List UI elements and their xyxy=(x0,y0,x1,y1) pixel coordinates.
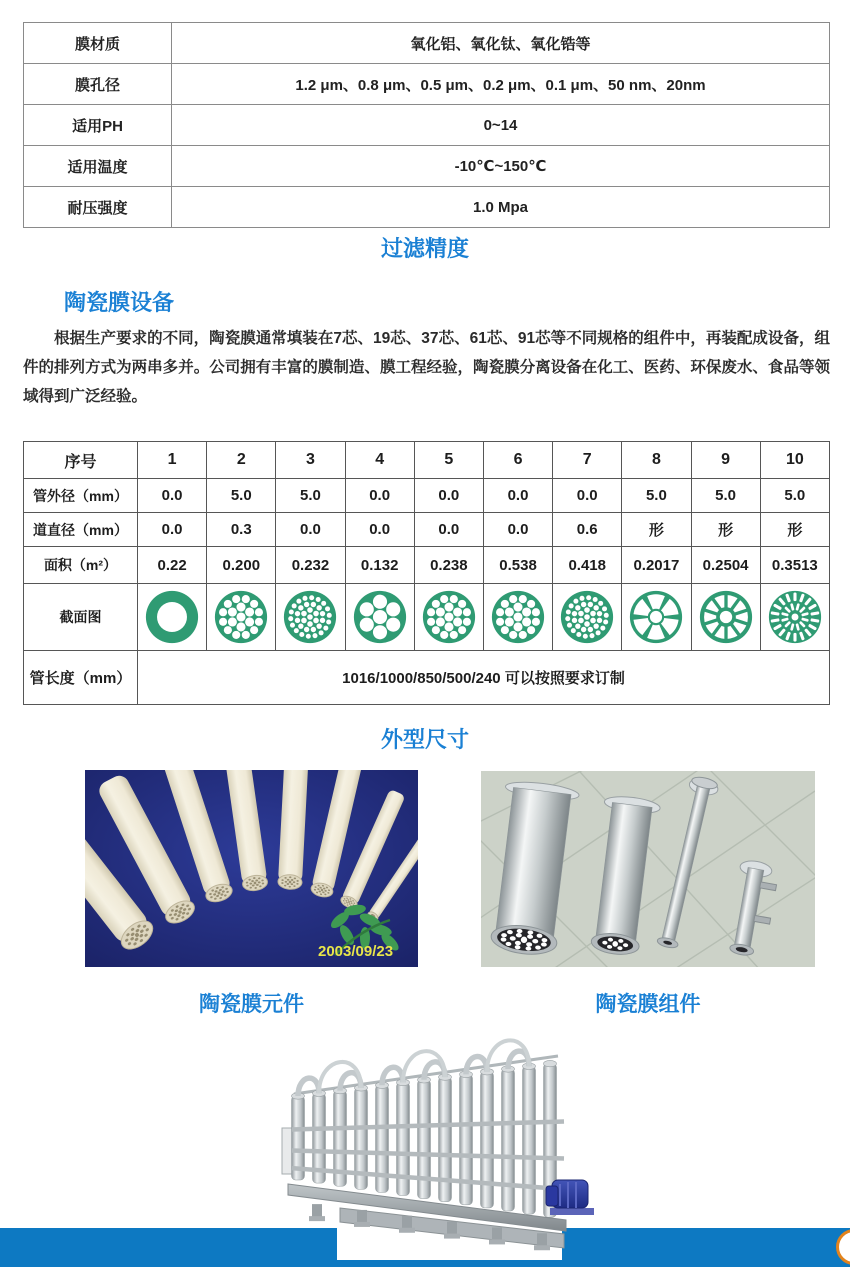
spec-label: 适用PH xyxy=(24,105,172,146)
cell-value: 0.0 xyxy=(138,479,207,513)
cell-value: 5.0 xyxy=(622,479,691,513)
cell-value: 形 xyxy=(760,513,829,547)
table-row xyxy=(24,187,830,228)
cell-value: 形 xyxy=(691,513,760,547)
cell-value: 0.0 xyxy=(276,513,345,547)
ceramic-membrane-elements-photo xyxy=(85,770,418,967)
cell-value: 0.3 xyxy=(207,513,276,547)
spec-value: -10℃~150℃ xyxy=(172,146,830,187)
cell-value: 0.22 xyxy=(138,547,207,584)
column-header: 序号 xyxy=(24,442,138,479)
table-row xyxy=(24,479,830,513)
cell-value: 0.0 xyxy=(553,479,622,513)
cell-value: 0.0 xyxy=(345,479,414,513)
membrane-skid-graphic xyxy=(282,1040,594,1250)
column-header: 1 xyxy=(138,442,207,479)
cell-value: 0.2017 xyxy=(622,547,691,584)
column-header: 6 xyxy=(483,442,552,479)
spec-value: 氧化铝、氧化钛、氧化锆等 xyxy=(172,23,830,64)
cell-value: 形 xyxy=(622,513,691,547)
table-row xyxy=(24,584,830,651)
cell-value: 0.6 xyxy=(553,513,622,547)
cross-section-icon xyxy=(276,584,345,651)
table-row xyxy=(24,146,830,187)
table-row xyxy=(24,547,830,584)
row-label: 道直径（mm） xyxy=(24,513,138,547)
row-label: 管外径（mm） xyxy=(24,479,138,513)
caption-ceramic-membrane-elements: 陶瓷膜元件 xyxy=(199,993,304,1016)
cell-value: 5.0 xyxy=(760,479,829,513)
cell-value: 0.0 xyxy=(414,513,483,547)
cross-section-icon xyxy=(622,584,691,651)
cell-value: 0.0 xyxy=(414,479,483,513)
cross-section-icon xyxy=(483,584,552,651)
section-title-filtration-precision: 过滤精度 xyxy=(380,236,469,261)
cell-value: 0.418 xyxy=(553,547,622,584)
column-header: 3 xyxy=(276,442,345,479)
spec-value: 0~14 xyxy=(172,105,830,146)
table-row xyxy=(24,105,830,146)
cell-value: 0.232 xyxy=(276,547,345,584)
column-header: 9 xyxy=(691,442,760,479)
column-header: 2 xyxy=(207,442,276,479)
cross-section-icon xyxy=(207,584,276,651)
cross-section-icon xyxy=(691,584,760,651)
table-row xyxy=(24,64,830,105)
column-header: 4 xyxy=(345,442,414,479)
column-header: 10 xyxy=(760,442,829,479)
column-header: 7 xyxy=(553,442,622,479)
cell-value: 0.2504 xyxy=(691,547,760,584)
cross-section-icon xyxy=(138,584,207,651)
cell-value: 5.0 xyxy=(276,479,345,513)
cell-value: 0.0 xyxy=(483,513,552,547)
cell-value: 0.238 xyxy=(414,547,483,584)
membrane-dimension-table xyxy=(23,441,830,705)
row-label: 管长度（mm） xyxy=(24,651,138,705)
cell-value: 5.0 xyxy=(691,479,760,513)
cross-section-icon xyxy=(760,584,829,651)
cell-value: 0.0 xyxy=(138,513,207,547)
cell-value: 0.0 xyxy=(483,479,552,513)
spec-value: 1.0 Mpa xyxy=(172,187,830,228)
cell-value: 0.0 xyxy=(345,513,414,547)
ceramic-membrane-modules-photo xyxy=(481,771,815,967)
spec-label: 膜材质 xyxy=(24,23,172,64)
photo-date-stamp: 2003/09/23 xyxy=(318,943,394,960)
spec-label: 膜孔径 xyxy=(24,64,172,105)
spec-value: 1.2 μm、0.8 μm、0.5 μm、0.2 μm、0.1 μm、50 nm、20nm xyxy=(172,64,830,105)
row-label: 面积（m²） xyxy=(24,547,138,584)
caption-ceramic-membrane-modules: 陶瓷膜组件 xyxy=(595,993,701,1016)
cell-value: 0.538 xyxy=(483,547,552,584)
tube-length-value: 1016/1000/850/500/240 可以按照要求订制 xyxy=(138,651,830,705)
cell-value: 0.3513 xyxy=(760,547,829,584)
membrane-spec-table xyxy=(23,22,830,228)
spec-label: 适用温度 xyxy=(24,146,172,187)
section-title-outline-dimensions: 外型尺寸 xyxy=(380,727,469,752)
table-row xyxy=(24,23,830,64)
equipment-description-paragraph: 根据生产要求的不同，陶瓷膜通常填装在7芯、19芯、37芯、61芯、91芯等不同规格的组件中，再装配成设备，组件的排列方式为两串多并。公司拥有丰富的膜制造、膜工程经验，陶瓷膜分离设备在化工、医药、环保废水、食品等领域得到广泛经验。 xyxy=(23,330,830,405)
cell-value: 0.132 xyxy=(345,547,414,584)
cell-value: 0.200 xyxy=(207,547,276,584)
cross-section-icon xyxy=(345,584,414,651)
table-row xyxy=(24,442,830,479)
section-title-ceramic-membrane-equipment: 陶瓷膜设备 xyxy=(64,290,175,315)
row-label: 截面图 xyxy=(24,584,138,651)
table-row xyxy=(24,513,830,547)
cross-section-icon xyxy=(553,584,622,651)
cell-value: 5.0 xyxy=(207,479,276,513)
column-header: 8 xyxy=(622,442,691,479)
table-row xyxy=(24,651,830,705)
column-header: 5 xyxy=(414,442,483,479)
membrane-skid-equipment-photo xyxy=(252,1032,618,1262)
cross-section-icon xyxy=(414,584,483,651)
spec-label: 耐压强度 xyxy=(24,187,172,228)
